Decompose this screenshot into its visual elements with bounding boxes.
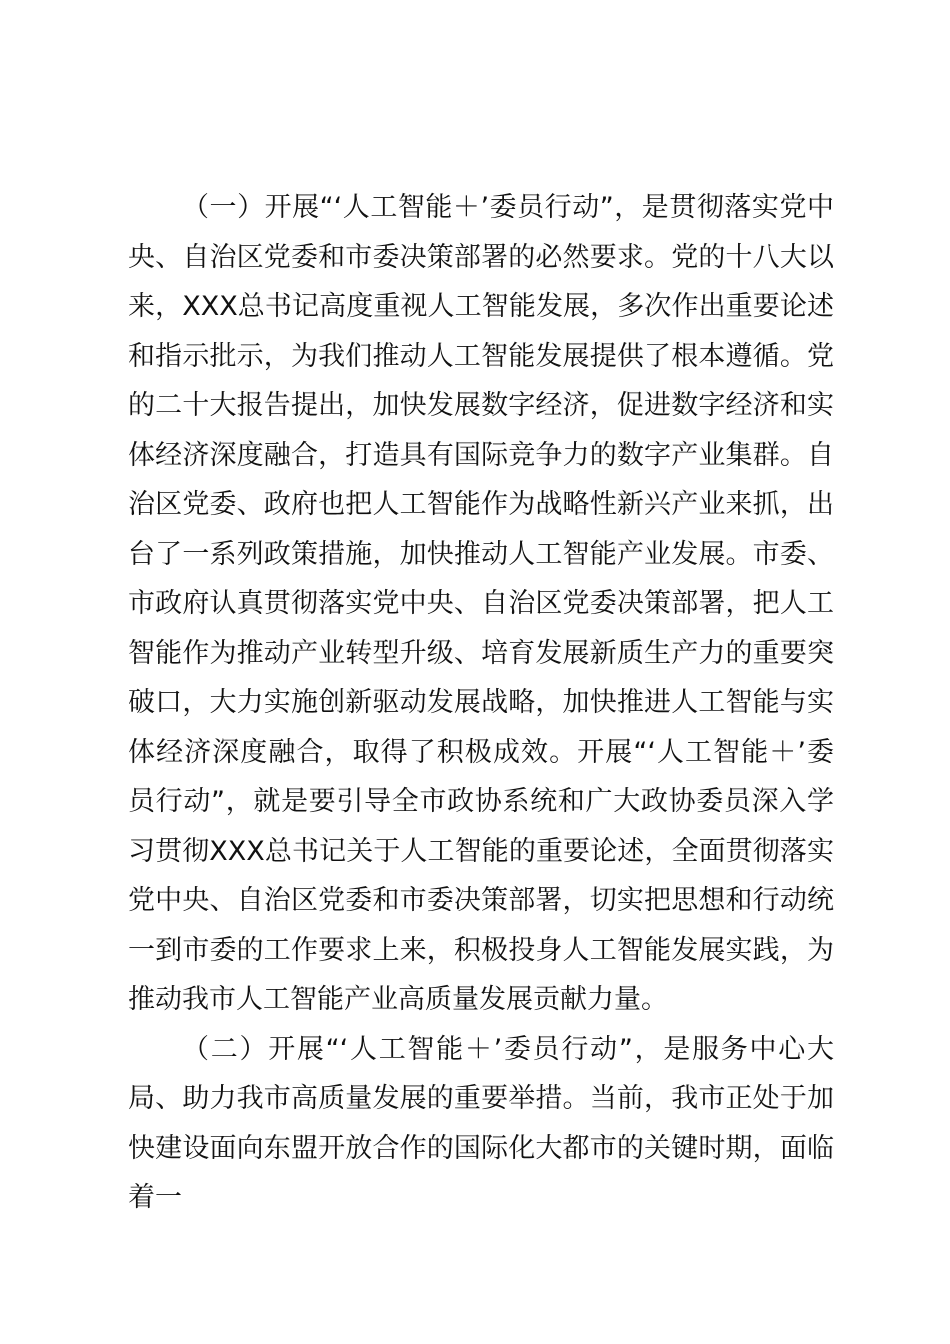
paragraph-2: （二）开展“‘人工智能＋’委员行动”，是服务中心大局、助力我市高质量发展的重要举措。当前，我市正处于加快建设面向东盟开放合作的国际化大都市的关键时期，面临着一 [128, 1033, 834, 1213]
document-page [128, 183, 834, 1223]
paragraph-1: （一）开展“‘人工智能＋’委员行动”，是贯彻落实党中央、自治区党委和市委决策部署的必然要求。党的十八大以来，XXX总书记高度重视人工智能发展，多次作出重要论述和指示批示，为我们推动人工智能发展提供了根本遵循。党的二十大报告提出，加快发展数字经济，促进数字经济和实体经济深度融合，打造具有国际竞争力的数字产业集群。自治区党委、政府也把人工智能作为战略性新兴产业来抓，出台了一系列政策措施，加快推动人工智能产业发展。市委、市政府认真贯彻落实党中央、自治区党委决策部署，把人工智能作为推动产业转型升级、培育发展新质生产力的重要突破口，大力实施创新驱动发展战略，加快推进人工智能与实体经济深度融合，取得了积极成效。开展“‘人工智能＋’委员行动”，就是要引导全市政协系统和广大政协委员深入学习贯彻XXX总书记关于人工智能的重要论述，全面贯彻落实党中央、自治区党委和市委决策部署，切实把思想和行动统一到市委的工作要求上来，积极投身人工智能发展实践，为推动我市人工智能产业高质量发展贡献力量。 [128, 192, 834, 1015]
